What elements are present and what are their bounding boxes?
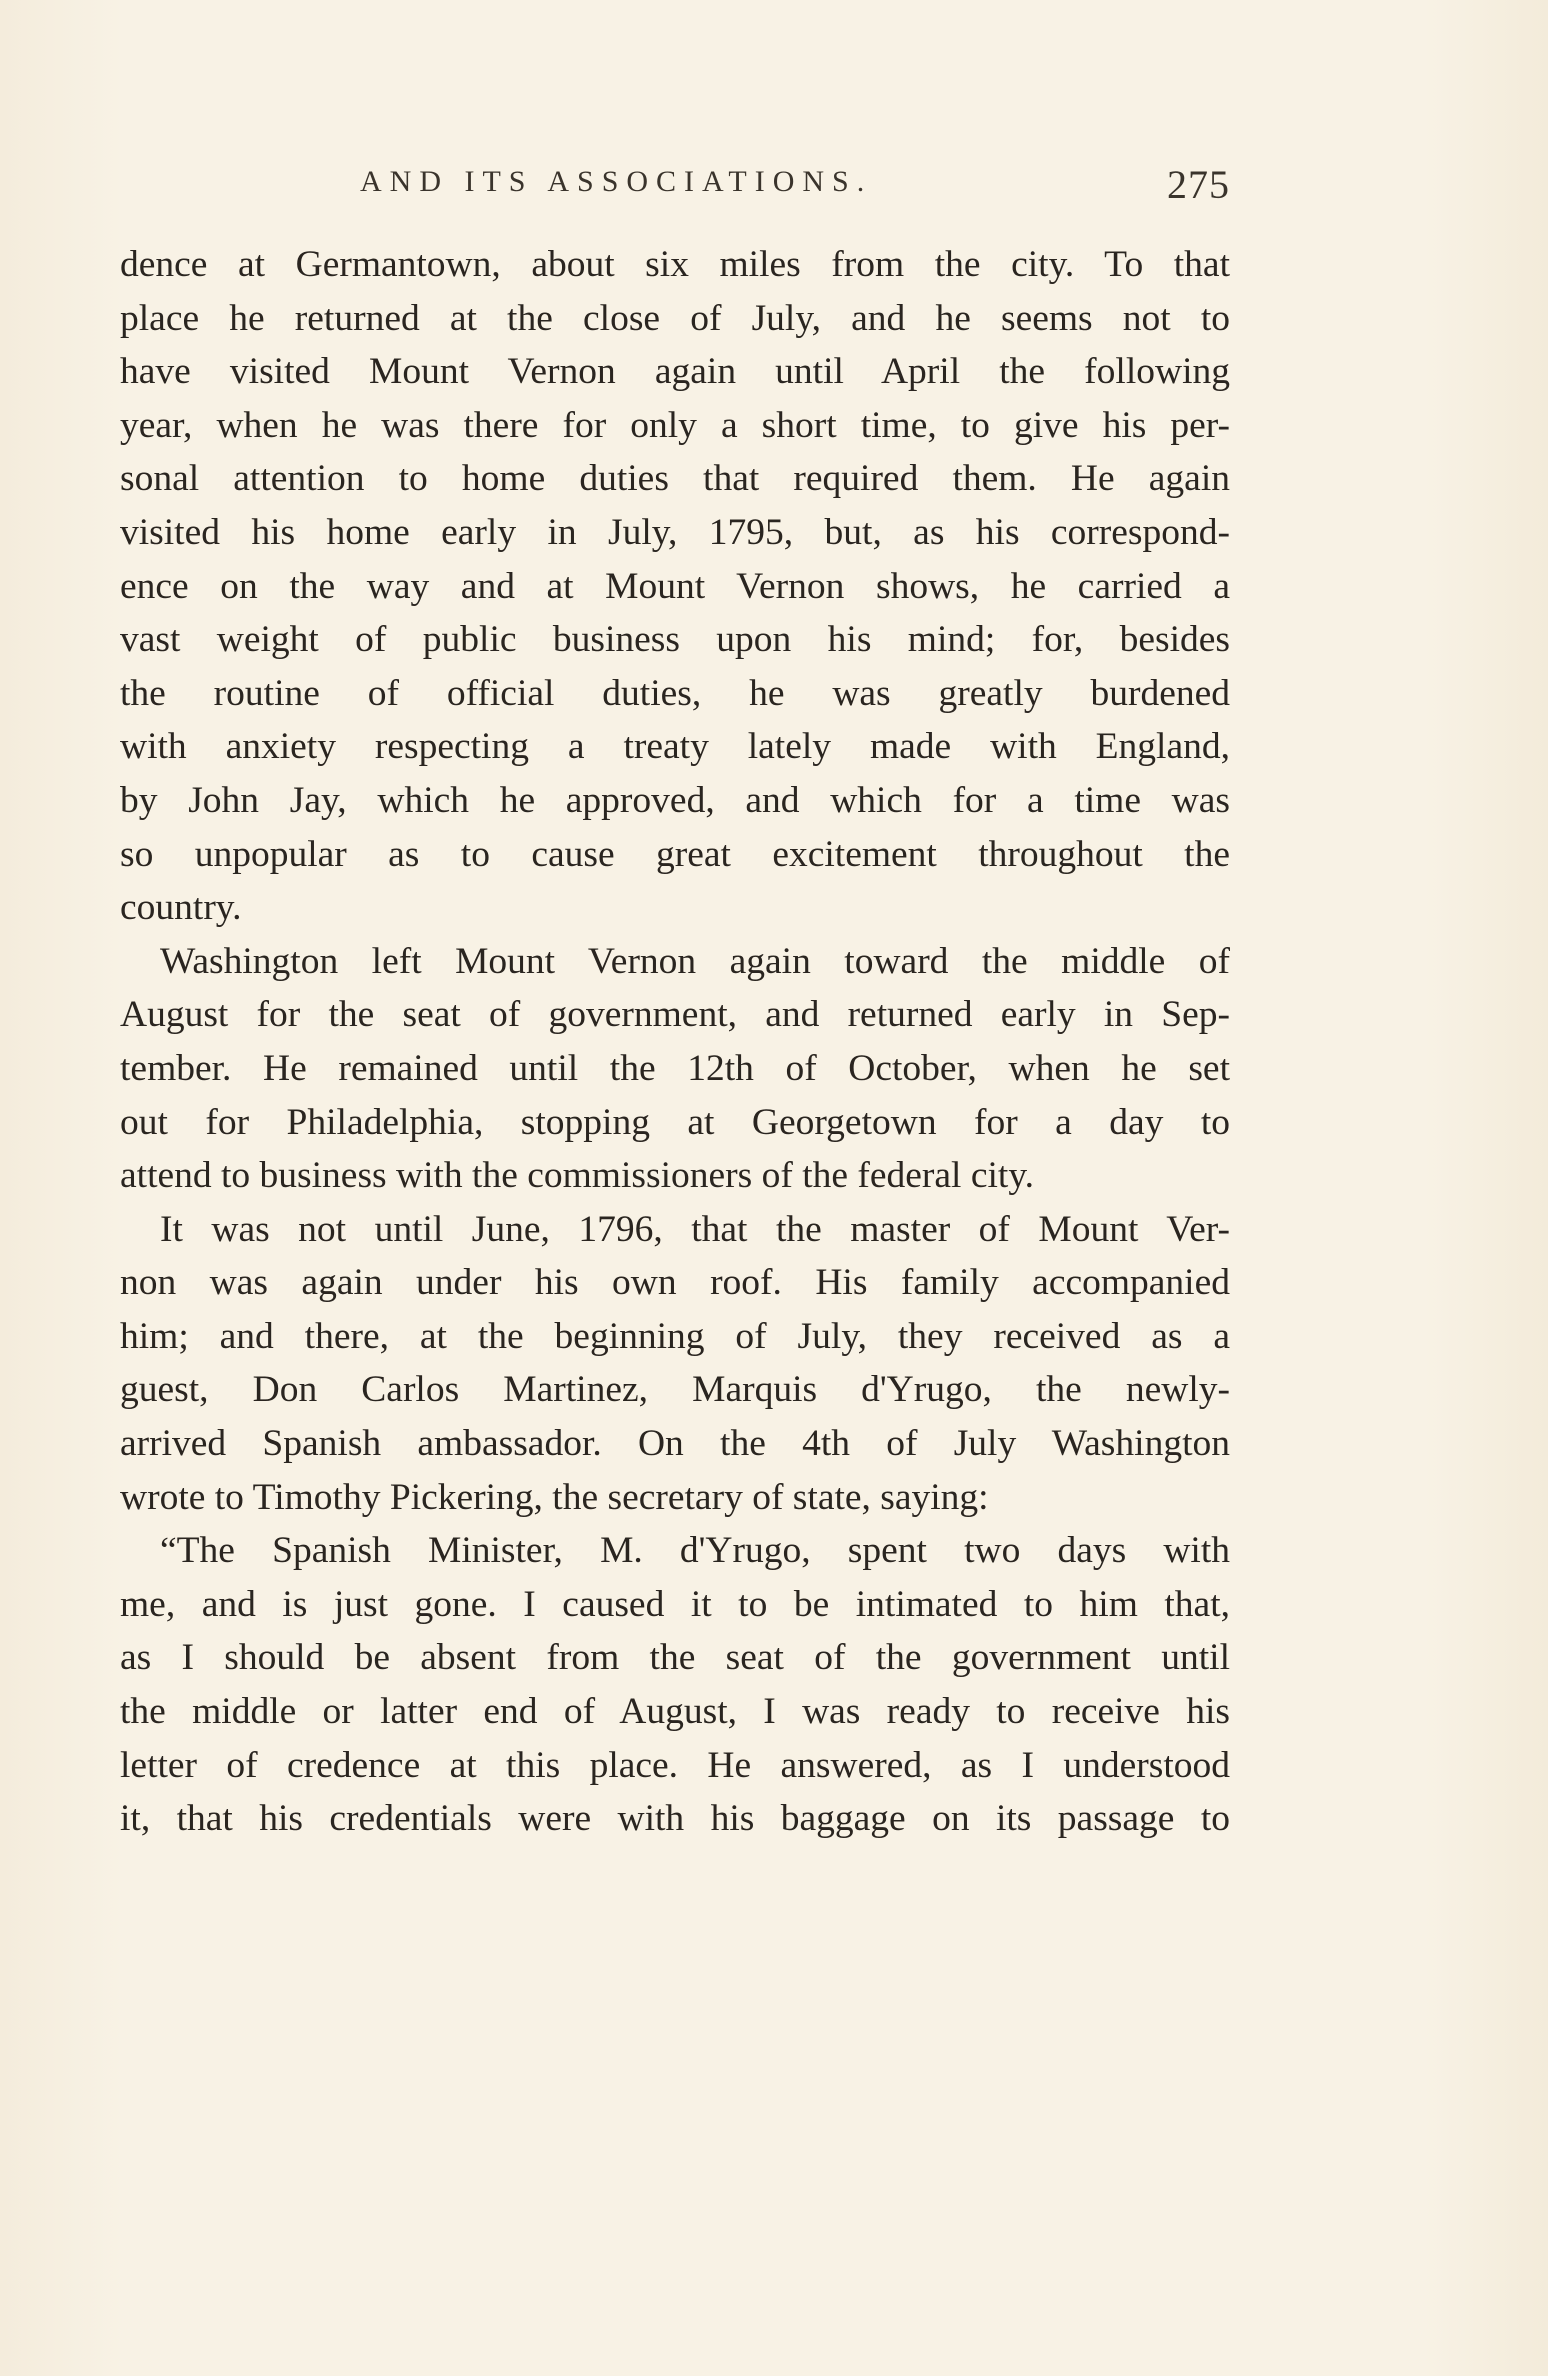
- text-line: so unpopular as to cause great excitement throughout the: [120, 833, 1230, 875]
- paragraph-end-line: wrote to Timothy Pickering, the secretary of state, saying:: [120, 1476, 989, 1518]
- text-line: the middle or latter end of August, I was ready to receive his: [120, 1691, 1230, 1733]
- text-line: ence on the way and at Mount Vernon shows, he carried a: [120, 565, 1230, 607]
- text-line: place he returned at the close of July, and he seems not to: [120, 297, 1230, 339]
- text-line: letter of credence at this place. He answered, as I understood: [120, 1744, 1230, 1786]
- body-text: [120, 238, 1230, 1846]
- text-line: arrived Spanish ambassador. On the 4th of July Washington: [120, 1423, 1230, 1465]
- text-line: him; and there, at the beginning of July, they received as a: [120, 1315, 1230, 1357]
- text-line: as I should be absent from the seat of the government until: [120, 1637, 1230, 1679]
- text-line: the routine of official duties, he was greatly burdened: [120, 672, 1230, 714]
- text-line: by John Jay, which he approved, and which for a time was: [120, 779, 1230, 821]
- text-line: sonal attention to home duties that required them. He again: [120, 458, 1230, 500]
- paragraph-end-line: country.: [120, 887, 242, 929]
- text-line: me, and is just gone. I caused it to be intimated to him that,: [120, 1583, 1230, 1625]
- paragraph-start-line: It was not until June, 1796, that the master of Mount Ver-: [160, 1208, 1230, 1250]
- text-line: non was again under his own roof. His family accompanied: [120, 1262, 1230, 1304]
- text-line: have visited Mount Vernon again until April the following: [120, 351, 1230, 393]
- text-line: with anxiety respecting a treaty lately made with England,: [120, 726, 1230, 768]
- text-line: vast weight of public business upon his mind; for, besides: [120, 619, 1230, 661]
- text-line: it, that his credentials were with his baggage on its passage to: [120, 1798, 1230, 1840]
- text-line: August for the seat of government, and returned early in Sep-: [120, 994, 1230, 1036]
- page-number: 275: [1167, 162, 1230, 207]
- text-line: year, when he was there for only a short time, to give his per-: [120, 404, 1230, 446]
- paragraph-end-line: attend to business with the commissioners of the federal city.: [120, 1155, 1035, 1197]
- running-title: AND ITS ASSOCIATIONS.: [360, 165, 873, 198]
- text-line: tember. He remained until the 12th of October, when he set: [120, 1047, 1230, 1089]
- text-line: out for Philadelphia, stopping at Georgetown for a day to: [120, 1101, 1230, 1143]
- text-line: dence at Germantown, about six miles from the city. To that: [120, 244, 1230, 285]
- quote-start-line: “The Spanish Minister, M. d'Yrugo, spent two days with: [160, 1530, 1230, 1572]
- paragraph-start-line: Washington left Mount Vernon again toward the middle of: [160, 940, 1230, 982]
- text-line: guest, Don Carlos Martinez, Marquis d'Yrugo, the newly-: [120, 1369, 1230, 1411]
- running-head: [360, 162, 1230, 225]
- text-line: visited his home early in July, 1795, but, as his correspond-: [120, 511, 1230, 553]
